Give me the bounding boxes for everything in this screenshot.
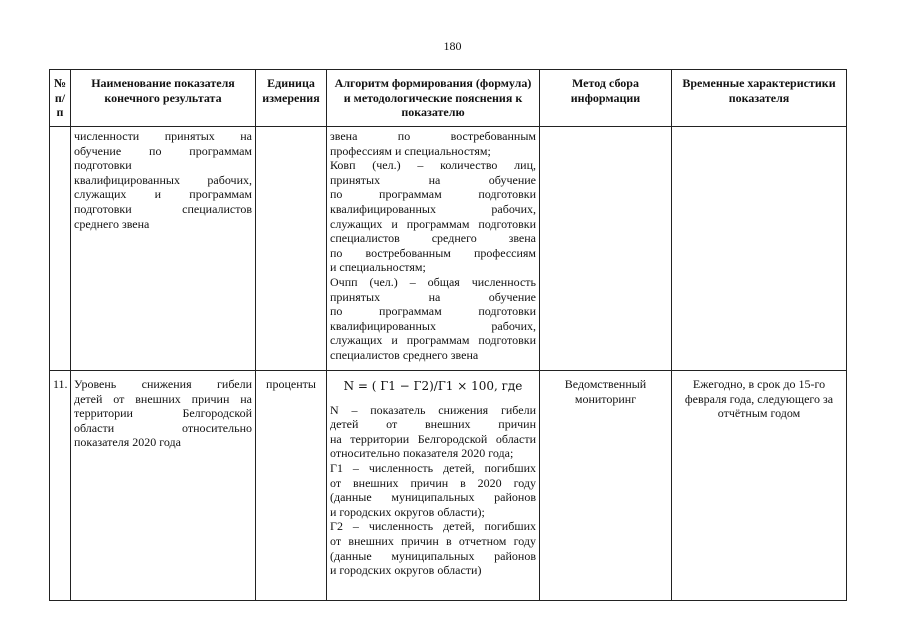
header-method: Метод сбора информации [540, 70, 672, 127]
table-header-row [50, 70, 847, 127]
text-line: профессиям и специальностям; [330, 143, 491, 158]
text-line: подготовки [74, 158, 132, 173]
header-algorithm: Алгоритм формирования (формула) и методологические пояснения к показателю [327, 70, 540, 127]
header-num: № п/п [50, 70, 71, 127]
text-line: Уровень снижения гибели [74, 377, 252, 391]
text-line: Г1 – численность детей, погибших [330, 460, 536, 475]
text-line: N – показатель снижения гибели [330, 402, 536, 417]
text-line: (данные муниципальных районов [330, 490, 536, 505]
header-unit: Единица измерения [256, 70, 327, 127]
cell-unit [256, 127, 327, 371]
cell-name [71, 371, 256, 601]
text-line: служащих и программам подготовки [330, 333, 536, 348]
header-timing: Временные характеристики показателя [672, 70, 847, 127]
text-line: подготовки специалистов [74, 201, 252, 216]
cell-timing [672, 127, 847, 371]
text-line: области относительно [74, 420, 252, 435]
text-line: территории Белгородской [74, 406, 252, 421]
cell-unit: проценты [256, 371, 327, 601]
text-line: служащих и программам подготовки [330, 216, 536, 231]
formula: N = ( Г1 − Г2)/Г1 × 100, где [343, 379, 523, 393]
text-line: среднего звена [74, 216, 150, 231]
text-line: принятых на обучение [330, 289, 536, 304]
text-line: численности принятых на [74, 129, 252, 143]
table-row [50, 127, 847, 371]
text-line: относительно показателя 2020 года; [330, 446, 514, 461]
text-line: детей от внешних причин [330, 417, 536, 432]
text-line: и специальностям; [330, 260, 426, 275]
cell-name [71, 127, 256, 371]
cell-method: Ведомственный мониторинг [540, 371, 672, 601]
cell-timing: Ежегодно, в срок до 15-го февраля года, следующего за отчётным годом [672, 371, 847, 601]
text-line: и городских округов области); [330, 504, 485, 519]
page-number: 180 [443, 39, 462, 53]
text-line: квалифицированных рабочих, [330, 318, 536, 333]
cell-method [540, 127, 672, 371]
cell-algorithm [327, 371, 540, 601]
text-line: специалистов среднего звена [330, 347, 479, 362]
text-line: от внешних причин в 2020 году [330, 475, 536, 490]
text-line: Ковп (чел.) – количество лиц, [330, 158, 536, 173]
text-line: от внешних причин в отчетном году [330, 533, 536, 548]
text-line: специалистов среднего звена [330, 231, 536, 246]
text-line: квалифицированных рабочих, [74, 172, 252, 187]
header-name: Наименование показателя конечного результата [71, 70, 256, 127]
text-line: по программам подготовки [330, 304, 536, 319]
text-line: служащих и программам [74, 187, 252, 202]
text-line: по программам подготовки [330, 187, 536, 202]
text-line: показателя 2020 года [74, 435, 181, 450]
text-line: (данные муниципальных районов [330, 548, 536, 563]
text-line: по востребованным профессиям [330, 245, 536, 260]
text-line: Очпп (чел.) – общая численность [330, 274, 536, 289]
text-line: детей от внешних причин на [74, 391, 252, 406]
text-line: и городских округов области) [330, 563, 482, 578]
cell-algorithm [327, 127, 540, 371]
text-line: принятых на обучение [330, 172, 536, 187]
text-line: обучение по программам [74, 143, 252, 158]
cell-num: 11. [50, 371, 71, 601]
text-line: на территории Белгородской области [330, 431, 536, 446]
text-line: Г2 – численность детей, погибших [330, 519, 536, 534]
text-line: квалифицированных рабочих, [330, 201, 536, 216]
text-line: звена по востребованным [330, 129, 536, 143]
indicators-table [49, 69, 847, 601]
cell-num [50, 127, 71, 371]
table-row [50, 371, 847, 601]
